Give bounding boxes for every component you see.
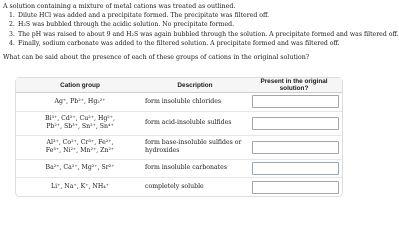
- cation-group-cell: [16, 93, 144, 112]
- table-row: [16, 178, 342, 196]
- cation-list: Fe³⁺, Ni²⁺, Mn²⁺, Zn²⁺: [45, 147, 115, 155]
- cation-list: Ba²⁺, Ca²⁺, Mg²⁺, Sr²⁺: [45, 164, 115, 172]
- intro-text: A solution containing a mixture of metal cations was treated as outlined.: [3, 3, 236, 10]
- table-header-row: [16, 78, 342, 93]
- table-row: [16, 159, 342, 178]
- table-row: [16, 111, 342, 135]
- cation-group-cell: [16, 178, 144, 196]
- description-cell: form acid-insoluble sulfides: [144, 111, 246, 135]
- step-text: Finally, sodium carbonate was added to the filtered solution. A precipitate formed and was filtered off.: [18, 40, 340, 48]
- answer-input[interactable]: [252, 117, 339, 130]
- step-number: 3.: [9, 30, 15, 38]
- step-number: 4.: [9, 40, 15, 48]
- table-row: [16, 135, 342, 159]
- cation-table: [16, 78, 342, 196]
- cation-group-cell: [16, 135, 144, 159]
- procedure-steps: [3, 11, 399, 49]
- answer-cell: [246, 111, 342, 135]
- header-description: Description: [144, 78, 246, 93]
- description-cell: completely soluble: [145, 182, 204, 190]
- answer-cell: [246, 159, 342, 178]
- answer-cell: [246, 135, 342, 159]
- answer-input[interactable]: [252, 181, 339, 194]
- header-cation-group: Cation group: [16, 78, 144, 93]
- procedure-step: [9, 20, 347, 29]
- cation-group-cell: [16, 111, 144, 135]
- cation-list: Al³⁺, Co²⁺, Cr³⁺, Fe²⁺,: [46, 138, 114, 146]
- answer-input[interactable]: [252, 162, 339, 175]
- answer-cell: [246, 93, 342, 112]
- step-number: 1.: [9, 12, 15, 19]
- question-text: What can be said about the presence of each of these groups of cations in the original solution?: [3, 53, 310, 61]
- cation-list: Li⁺, Na⁺, K⁺, NH₄⁺: [51, 182, 109, 190]
- step-number: 2.: [9, 21, 15, 29]
- cation-group-cell: [16, 159, 144, 178]
- procedure-step: [9, 11, 347, 20]
- description-cell: form insoluble carbonates: [144, 159, 246, 178]
- step-text: H₂S was bubbled through the acidic solution. No precipitate formed.: [18, 21, 235, 29]
- procedure-step: [9, 30, 399, 39]
- description-cell: form base-insoluble sulfides or hydroxides: [144, 135, 246, 159]
- step-text: Dilute HCl was added and a precipitate formed. The precipitate was filtered off.: [18, 12, 270, 19]
- procedure-step: [9, 39, 347, 48]
- description-cell: form insoluble chlorides: [144, 93, 246, 112]
- cation-list: Bi³⁺, Cd²⁺, Cu²⁺, Hg²⁺,: [44, 114, 116, 122]
- answer-input[interactable]: [252, 95, 339, 108]
- header-present: Present in the original solution?: [246, 78, 342, 93]
- answer-input[interactable]: [252, 141, 339, 154]
- answer-cell: [246, 178, 342, 196]
- cation-list: Pb²⁺, Sb³⁺, Sn²⁺, Sn⁴⁺: [46, 123, 114, 131]
- table-row: [16, 93, 342, 112]
- cation-list: Ag⁺, Pb²⁺, Hg₂²⁺: [54, 97, 106, 105]
- step-text: The pH was raised to about 9 and H₂S was again bubbled through the solution. A precipitate formed and was filtered off.: [18, 30, 399, 38]
